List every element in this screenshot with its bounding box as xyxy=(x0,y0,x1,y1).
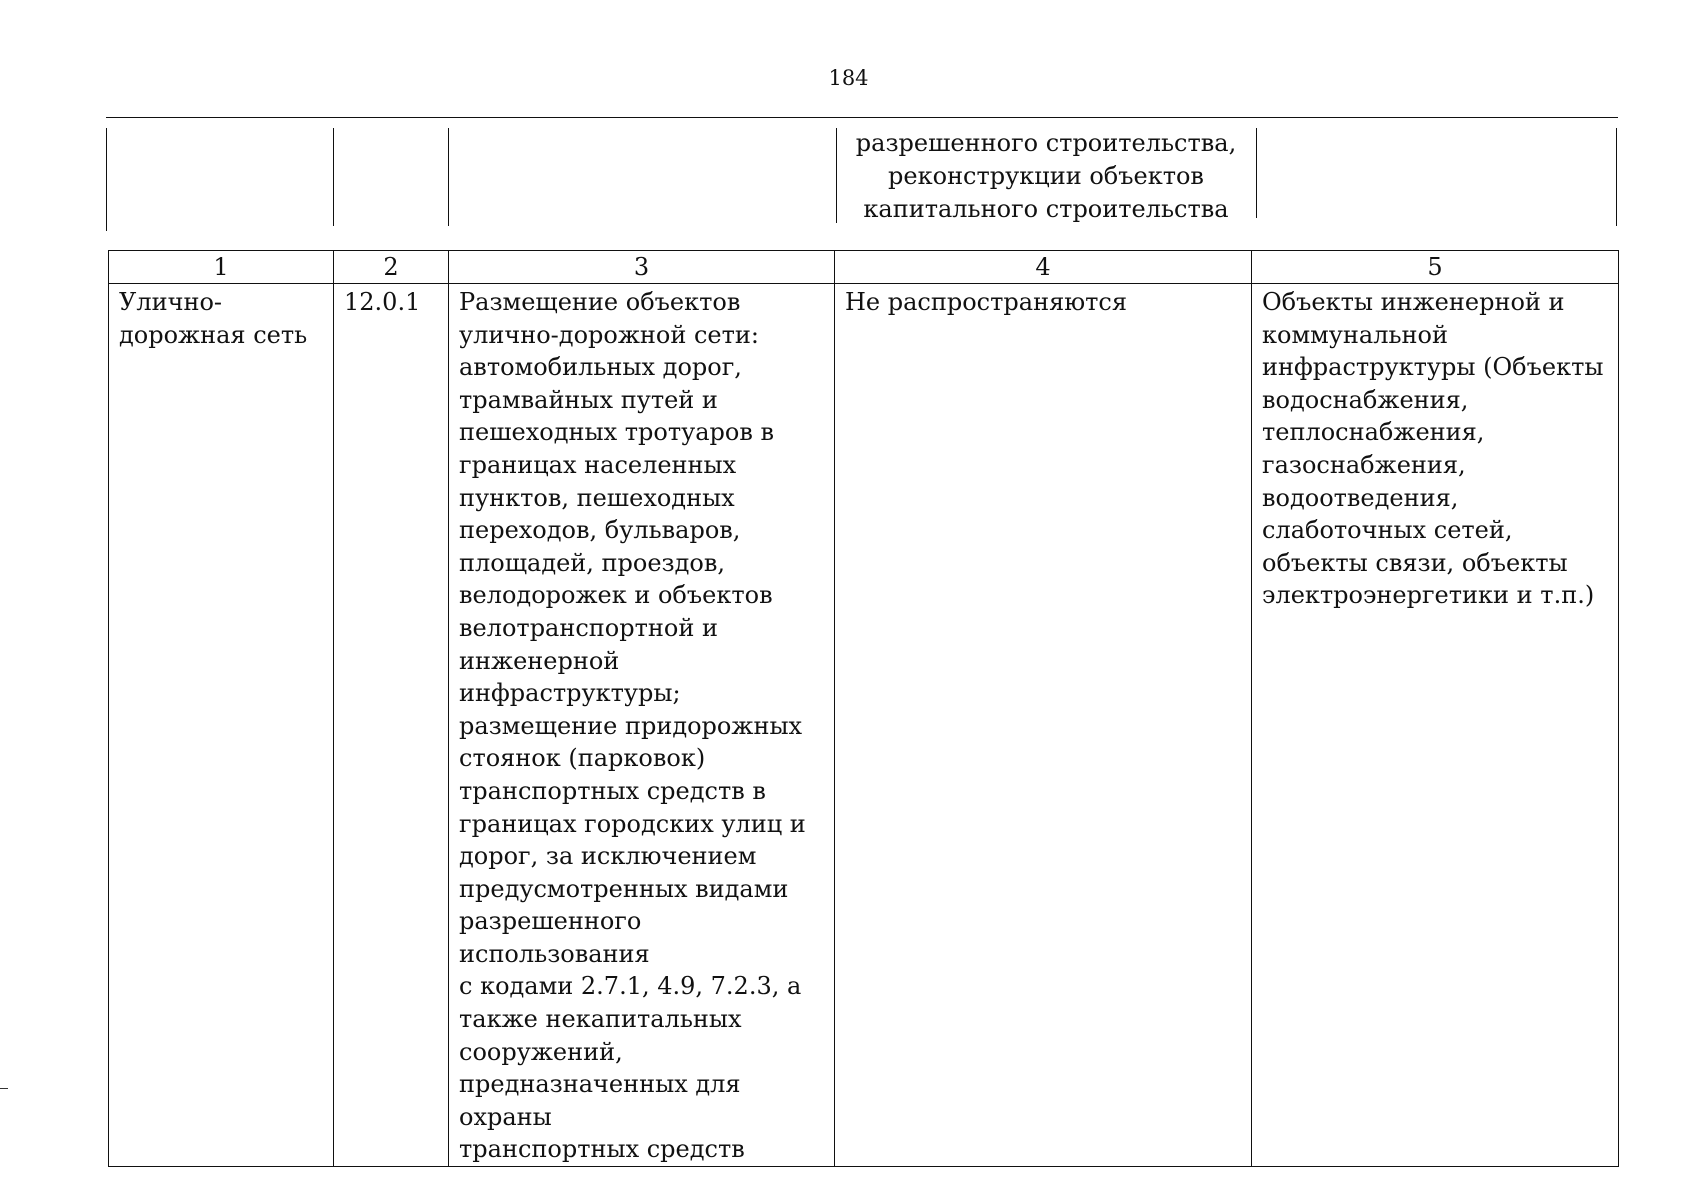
column-divider xyxy=(333,128,334,226)
use-type-name-cell: Улично- дорожная сеть xyxy=(109,284,334,1167)
column-divider xyxy=(106,128,107,231)
use-type-description-cell: Размещение объектов улично-дорожной сети: автомобильных дорог, трамвайных путей и пешеходных тротуаров в границах населенных пунктов, пешеходных переходов, бульваров, площадей, проездов, велодорожек и объектов велотранспортной и инженерной инфраструктуры; размещение придорожных стоянок (парковок) транспортных средств в границах городских улиц и дорог, за исключением предусмотренных видами разрешенного использования с кодами 2.7.1, 4.9, 7.2.3, а также некапитальных сооружений, предназначенных для охраны транспортных средств xyxy=(449,284,835,1167)
column-number-4: 4 xyxy=(835,251,1252,284)
continuation-cell-col4: разрешенного строительства, реконструкции объектов капитального строительства xyxy=(855,129,1237,223)
table-row xyxy=(109,284,1619,1167)
auxiliary-uses-cell: Объекты инженерной и коммунальной инфраструктуры (Объекты водоснабжения, теплоснабжения, газоснабжения, водоотведения, слаботочных сетей, объекты связи, объекты электроэнергетики и т.п.) xyxy=(1252,284,1619,1167)
column-number-row xyxy=(109,251,1619,284)
use-type-code-cell: 12.0.1 xyxy=(334,284,449,1167)
parameters-cell: Не распространяются xyxy=(835,284,1252,1167)
column-number-2: 2 xyxy=(334,251,449,284)
continuation-table-fragment xyxy=(106,117,1618,228)
column-divider xyxy=(448,128,449,226)
column-number-3: 3 xyxy=(449,251,835,284)
column-number-1: 1 xyxy=(109,251,334,284)
column-number-5: 5 xyxy=(1252,251,1619,284)
column-divider xyxy=(1616,128,1617,226)
margin-mark xyxy=(0,1088,8,1089)
page-number: 184 xyxy=(828,66,869,90)
land-use-table xyxy=(108,250,1619,1167)
column-divider xyxy=(1256,128,1257,218)
